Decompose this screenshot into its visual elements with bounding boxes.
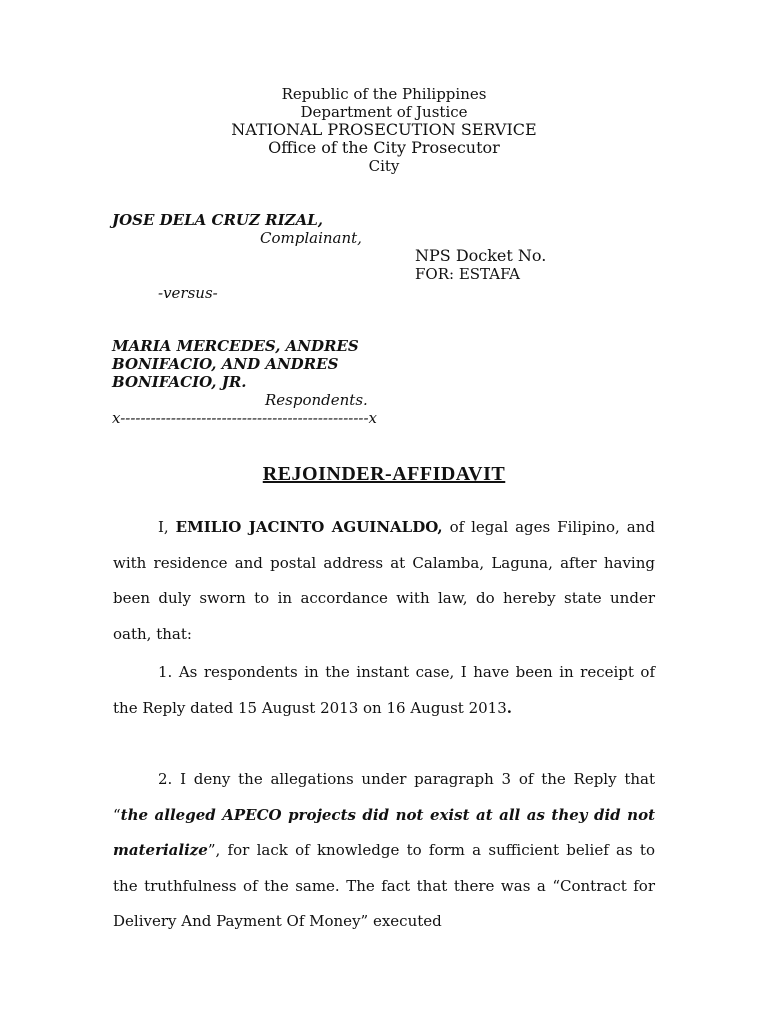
- caption-separator: x-------------------------------------------------x: [112, 409, 378, 427]
- para-intro-pre: I,: [158, 518, 176, 536]
- respondents-line-1: MARIA MERCEDES, ANDRES: [112, 337, 359, 355]
- document-title: REJOINDER-AFFIDAVIT: [262, 463, 506, 485]
- paragraph-2-quote: the alleged APECO projects did not exist at all as they did not materialize: [113, 805, 655, 859]
- complainant-role: Complainant,: [260, 229, 362, 247]
- versus-label: -versus-: [158, 284, 218, 302]
- respondents-line-2: BONIFACIO, AND ANDRES: [112, 355, 339, 373]
- affiant-name: EMILIO JACINTO AGUINALDO,: [175, 518, 443, 536]
- paragraph-intro: [113, 510, 655, 652]
- paragraph-1: [113, 655, 655, 726]
- header-city: City: [368, 157, 400, 175]
- para-intro-post: of legal ages Filipino, and with residence and postal address at Calamba, Laguna, after having been duly sworn to in accordance with law, do hereby state under oath, that:: [113, 518, 655, 643]
- paragraph-2-pre: 2. I deny the allegations under paragraph 3 of the Reply that “: [113, 770, 655, 824]
- respondents-role: Respondents.: [265, 391, 368, 409]
- complainant-name: JOSE DELA CRUZ RIZAL,: [112, 211, 323, 229]
- header-office: Office of the City Prosecutor: [268, 138, 500, 157]
- header-prosecution-service: NATIONAL PROSECUTION SERVICE: [231, 120, 537, 139]
- header-department: Department of Justice: [300, 103, 468, 121]
- charge-label: FOR: ESTAFA: [415, 265, 520, 283]
- paragraph-1-period: .: [506, 698, 512, 717]
- docket-label: NPS Docket No.: [415, 246, 547, 265]
- paragraph-2-post: ”, for lack of knowledge to form a sufficient belief as to the truthfulness of the same. The fact that there was a “Contract for Delivery And Payment Of Money” executed: [113, 841, 655, 930]
- header-republic: Republic of the Philippines: [281, 85, 487, 103]
- paragraph-2: [113, 762, 655, 940]
- respondents-line-3: BONIFACIO, JR.: [112, 373, 247, 391]
- paragraph-1-text: 1. As respondents in the instant case, I have been in receipt of the Reply dated 15 August 2013 on 16 August 2013: [113, 663, 655, 717]
